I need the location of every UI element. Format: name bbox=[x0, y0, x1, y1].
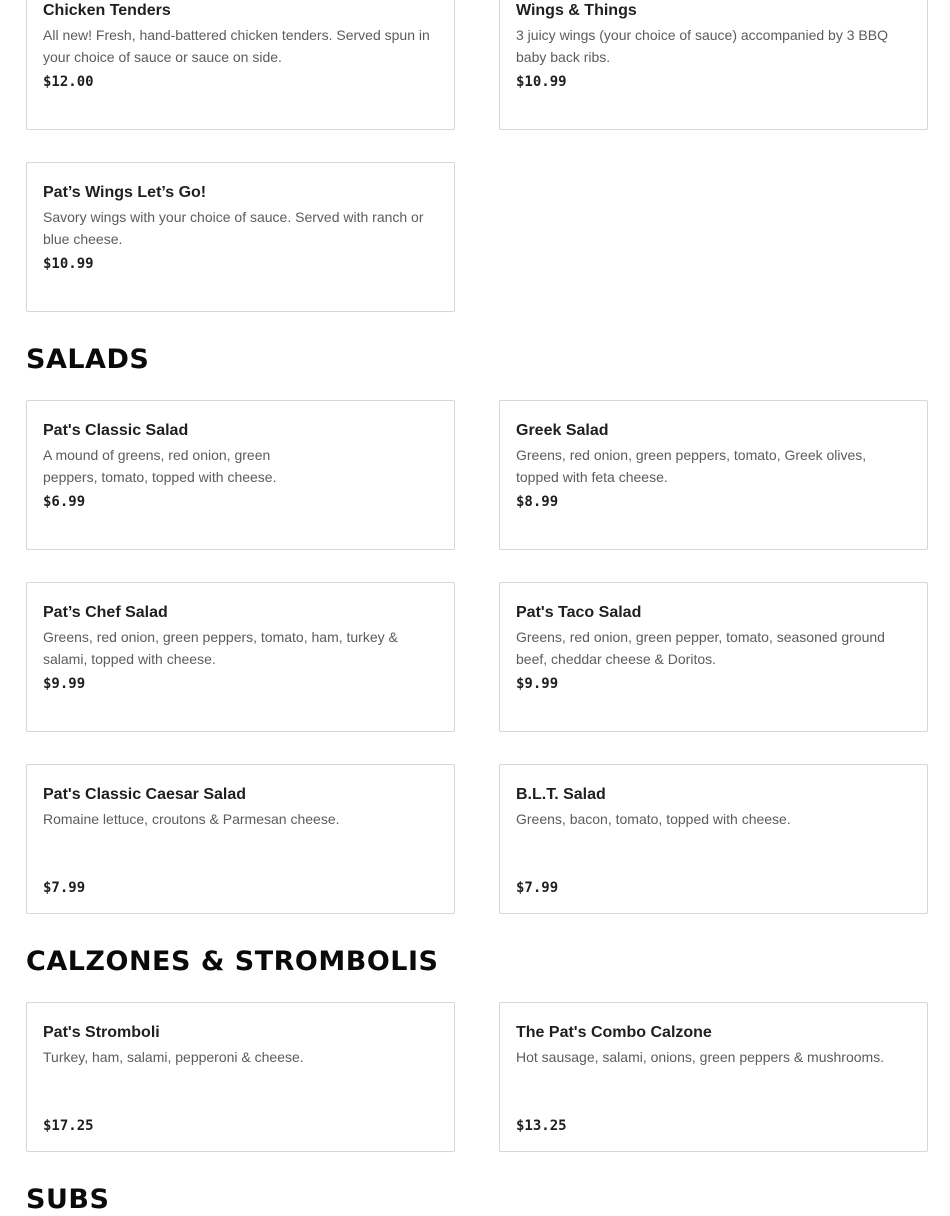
menu-item-card[interactable] bbox=[26, 582, 455, 732]
menu-item-price: $9.99 bbox=[516, 676, 559, 692]
menu-item-card[interactable] bbox=[499, 582, 928, 732]
menu-item-card[interactable] bbox=[499, 764, 928, 914]
menu-item-title: B.L.T. Salad bbox=[516, 786, 606, 803]
menu-item-description: Greens, red onion, green pepper, tomato, seasoned ground beef, cheddar cheese & Doritos. bbox=[516, 629, 885, 667]
menu-item-price: $7.99 bbox=[516, 880, 559, 896]
menu-item-title: Pat's Taco Salad bbox=[516, 604, 642, 621]
menu-item-price: $6.99 bbox=[43, 494, 86, 510]
menu-item-price: $17.25 bbox=[43, 1118, 94, 1134]
section-heading-salads: SALADS bbox=[26, 344, 150, 375]
menu-item-card[interactable] bbox=[499, 0, 928, 130]
menu-item-card[interactable] bbox=[499, 400, 928, 550]
menu-item-title: Pat's Classic Caesar Salad bbox=[43, 786, 247, 803]
menu-item-description: 3 juicy wings (your choice of sauce) accompanied by 3 BBQ baby back ribs. bbox=[516, 27, 888, 65]
menu-item-description: Greens, red onion, green peppers, tomato, ham, turkey & salami, topped with cheese. bbox=[43, 629, 398, 667]
menu-item-title: Pat’s Chef Salad bbox=[43, 604, 168, 621]
menu-item-card[interactable] bbox=[26, 764, 455, 914]
menu-item-price: $12.00 bbox=[43, 74, 94, 90]
menu-item-description: Hot sausage, salami, onions, green peppers & mushrooms. bbox=[516, 1049, 885, 1065]
menu-item-price: $8.99 bbox=[516, 494, 559, 510]
menu-item-title: Greek Salad bbox=[516, 422, 609, 439]
menu-item-price: $10.99 bbox=[43, 256, 94, 272]
menu-item-description: All new! Fresh, hand-battered chicken tenders. Served spun in your choice of sauce or sauce on side. bbox=[43, 27, 430, 65]
menu-item-price: $7.99 bbox=[43, 880, 86, 896]
menu-item-description: Romaine lettuce, croutons & Parmesan cheese. bbox=[43, 811, 340, 827]
menu-item-price: $9.99 bbox=[43, 676, 86, 692]
menu-item-title: Pat's Classic Salad bbox=[43, 422, 189, 439]
menu-item-title: Chicken Tenders bbox=[43, 2, 171, 19]
menu-item-price: $13.25 bbox=[516, 1118, 567, 1134]
menu-item-card[interactable] bbox=[26, 1002, 455, 1152]
menu-item-description: Greens, bacon, tomato, topped with cheese. bbox=[516, 811, 791, 827]
menu-item-description: A mound of greens, red onion, green peppers, tomato, topped with cheese. bbox=[43, 447, 277, 485]
menu-item-card[interactable] bbox=[26, 162, 455, 312]
menu-item-title: Pat's Stromboli bbox=[43, 1024, 160, 1041]
menu-item-title: Pat’s Wings Let’s Go! bbox=[43, 184, 207, 201]
menu-item-card[interactable] bbox=[26, 400, 455, 550]
menu-item-title: Wings & Things bbox=[516, 2, 637, 19]
section-heading-calzones-strombolis: CALZONES & STROMBOLIS bbox=[26, 946, 439, 977]
menu-item-card[interactable] bbox=[499, 1002, 928, 1152]
menu-item-title: The Pat's Combo Calzone bbox=[516, 1024, 712, 1041]
menu-item-description: Greens, red onion, green peppers, tomato, Greek olives, topped with feta cheese. bbox=[516, 447, 867, 485]
menu-item-price: $10.99 bbox=[516, 74, 567, 90]
menu-item-description: Turkey, ham, salami, pepperoni & cheese. bbox=[43, 1049, 304, 1065]
menu-item-card[interactable] bbox=[26, 0, 455, 130]
menu-item-description: Savory wings with your choice of sauce. Served with ranch or blue cheese. bbox=[43, 209, 424, 247]
section-heading-subs: SUBS bbox=[26, 1184, 110, 1215]
